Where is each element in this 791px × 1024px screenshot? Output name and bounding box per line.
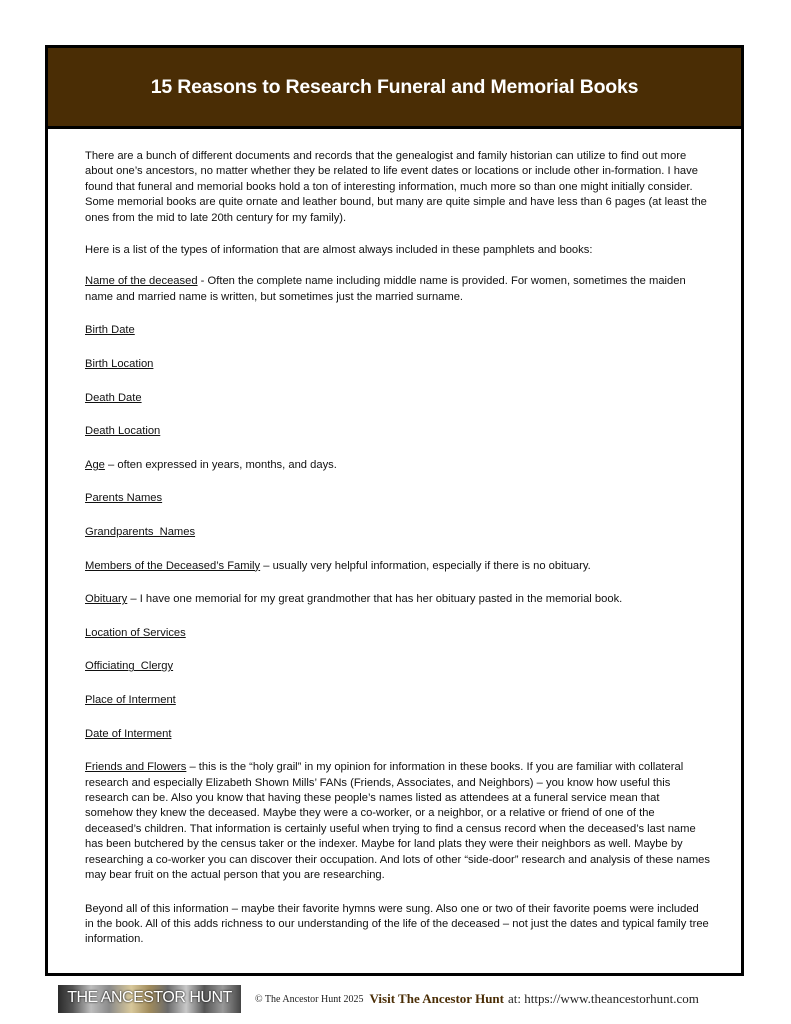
item-desc: – usually very helpful information, especially if there is no obituary. [260,559,591,572]
list-item [85,525,710,540]
item-term: Friends and Flowers [85,761,187,774]
title-bar [48,48,741,129]
list-item [85,458,710,473]
item-term: Birth Location [85,358,154,371]
item-desc: – often expressed in years, months, and days. [104,458,337,471]
list-item [85,693,710,708]
item-term: Name of the deceased [85,275,198,288]
list-item [85,274,710,305]
item-term: Birth Date [85,324,135,337]
list-item [85,760,710,883]
item-term: Grandparents Names [85,526,196,538]
list-item [85,727,710,742]
intro-paragraph: There are a bunch of different documents and records that the genealogist and family historian can utilize to find out more about one’s ancestors, no matter whether they be related to life event dates or locations or include other in-formation. I have found that funeral and memorial books hold a ton of interesting information, much more so than one might initially consider. Some memorial books are quite ornate and leather bound, but many are quite simple and have less than 6 pages (at least the ones from the mid to late 20th century for my family). [85,150,707,224]
item-term: Members of the Deceased’s Family [85,559,261,572]
item-term: Death Date [85,391,142,404]
item-desc: – this is the “holy grail” in my opinion for information in these books. If you are familiar with collateral research and especially Elizabeth Shown Mills’ FANs (Friends, Associates, and Neighbors) – you know how useful this research can be. Also you know that having these people’s names listed as attendees at a funeral service mean that somehow they knew the deceased. Maybe they were a co-worker, or a neighbor, or a relative or friend of one of the deceased’s children. That information is certainly useful when trying to find a census record when the deceased’s last name has been butchered by the census taker or the indexer. Maybe for land plats they were their neighbors as well. Maybe by researching a co-worker you can discover their occupation. And lots of other “side-door” research and analysis of these names may bear fruit on the actual person that you are researching. [85,761,710,881]
logo-text: THE ANCESTOR HUNT [67,989,232,1006]
item-term: Parents Names [85,492,163,505]
footer [58,984,758,1014]
list-item [85,659,710,674]
closing-paragraph: Beyond all of this information – maybe their favorite hymns were sung. Also one or two of their favorite poems were included in the book. All of this adds richness to our understanding of the life of the deceased – not just the dates and typical family tree information. [85,902,709,946]
item-term: Obituary [85,593,128,606]
article-body [85,149,710,964]
visit-label: Visit The Ancestor Hunt [369,991,504,1006]
list-item [85,491,710,506]
list-item [85,424,710,439]
list-item [85,559,710,574]
item-term: Age [85,458,105,471]
list-item [85,391,710,406]
page-frame [45,45,744,976]
item-term: Death Location [85,425,161,438]
item-term: Place of Interment [85,693,176,706]
item-term: Officiating Clergy [85,660,174,673]
list-intro: Here is a list of the types of information that are almost always included in these pamphlets and books: [85,243,593,256]
site-url-link[interactable]: at: https://www.theancestorhunt.com [507,991,699,1006]
item-desc: - Often the complete name including middle name is provided. For women, sometimes the maiden name and married name is written, but sometimes just the married surname. [85,275,686,303]
item-term: Location of Services [85,626,186,639]
page-title: 15 Reasons to Research Funeral and Memorial Books [150,75,639,98]
ancestor-hunt-logo[interactable] [58,985,241,1013]
list-item [85,592,710,607]
item-desc: – I have one memorial for my great grandmother that has her obituary pasted in the memorial book. [127,593,623,606]
item-term: Date of Interment [85,727,172,740]
list-item [85,323,710,338]
list-item [85,357,710,372]
copyright-text: © The Ancestor Hunt 2025 [255,993,364,1005]
list-item [85,626,710,641]
